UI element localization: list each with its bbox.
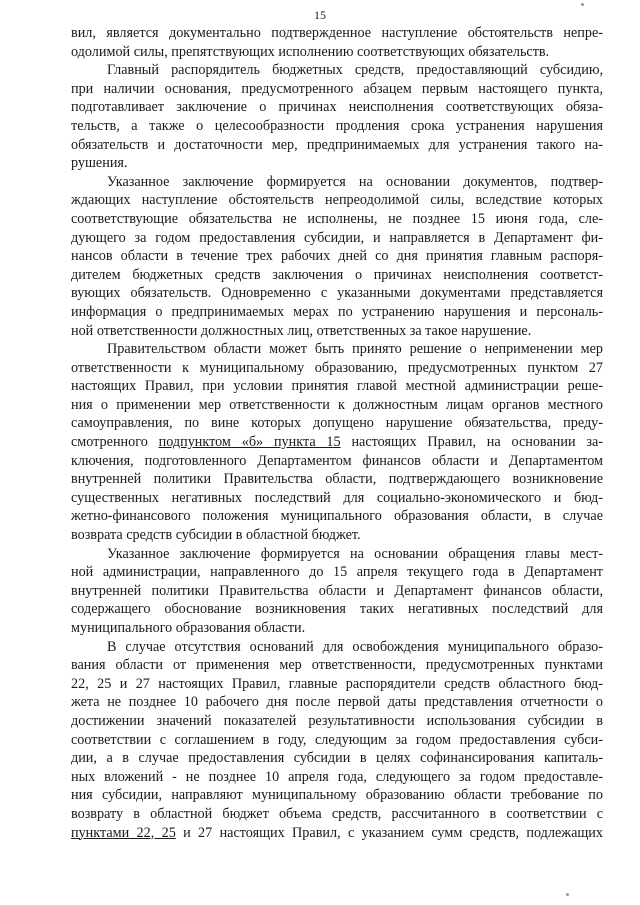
reference-link: пунктами 22, 25 xyxy=(71,824,176,841)
document-body xyxy=(71,24,603,842)
text-line: ных вложений - не позднее 10 апреля года, следующего за годом предоставле- xyxy=(71,768,603,785)
paragraph xyxy=(71,173,603,340)
text-line: внутренней политики Правительства области, подтверждающего возникновение xyxy=(71,471,603,488)
text-line: муниципального образования области. xyxy=(71,620,306,636)
text-line: жетно-финансового положения муниципального образования области, в случае xyxy=(71,508,603,525)
paragraph xyxy=(71,638,603,843)
paragraph xyxy=(71,340,603,545)
paragraph xyxy=(71,545,603,638)
text-line: Главный распорядитель бюджетных средств, предоставляющий субсидию, xyxy=(107,62,603,79)
text-line: вания области от применения мер ответственности, предусмотренных пунктами xyxy=(71,657,603,674)
text-line: возврату в областной бюджет объема средств, рассчитанного в соответствии с xyxy=(71,805,603,822)
text-line: Указанное заключение формируется на основании обращения главы мест- xyxy=(107,545,603,562)
reference-link: подпунктом «б» пункта 15 xyxy=(158,434,341,451)
text-line: В случае отсутствия оснований для освобождения муниципального образо- xyxy=(107,638,603,655)
text-line: дителем бюджетных средств заключения о причинах неисполнения соответст- xyxy=(71,266,603,283)
text-line-with-reference: пунктами 22, 25 и 27 настоящих Правил, с указанием сумм средств, подлежащих xyxy=(71,824,603,841)
text-line: вующих обязательств. Одновременно с указанными документами представляется xyxy=(71,285,603,302)
text-line: возврата средств субсидии в областной бюджет. xyxy=(71,527,361,544)
text-line: обязательств и достаточности мер, предпринимаемых для устранения такого на- xyxy=(71,136,603,153)
text-line: соответствующие обязательства не исполнены, не позднее 15 июня года, сле- xyxy=(71,210,603,227)
text-line: информация о предпринимаемых мерах по устранению нарушения и персональ- xyxy=(71,303,603,320)
text-line: 22, 25 и 27 настоящих Правил, главные распорядители средств областного бюд- xyxy=(71,675,603,692)
text-line: дии, а в случае предоставления субсидии в целях софинансирования капиталь- xyxy=(71,750,603,767)
text-line: дующего за годом предоставления субсидии, и направляется в Департамент фи- xyxy=(71,229,603,246)
text-line: подготавливает заключение о причинах неисполнения соответствующих обяза- xyxy=(71,99,603,116)
text-line: ния о применении мер ответственности к должностным лицам органов местного xyxy=(71,396,603,413)
scan-speck xyxy=(566,893,569,896)
text-line: при наличии основания, предусмотренного абзацем первым настоящего пункта, xyxy=(71,80,603,97)
text-line: ключения, подготовленного Департаментом финансов области и Департаментом xyxy=(71,452,603,469)
text-line: достижении значений показателей результативности использования субсидии в xyxy=(71,712,603,729)
text-line: нансов области в течение трех рабочих дней со дня принятия главным распоря- xyxy=(71,248,603,265)
text-line: существенных негативных последствий для социально-экономического и бюд- xyxy=(71,489,603,506)
text-line: внутренней политики Правительства области и Департамент финансов области, xyxy=(71,582,603,599)
text-line: одолимой силы, препятствующих исполнению соответствующих обязательств. xyxy=(71,43,550,60)
text-line: ния субсидии, направляют муниципальному образованию области требование по xyxy=(71,787,603,804)
text-line: ной ответственности должностных лиц, ответственных за такое нарушение. xyxy=(71,322,532,339)
page-number: 15 xyxy=(314,8,326,22)
text-line: ответственности к муниципальному образованию, предусмотренных пунктом 27 xyxy=(71,359,603,376)
paragraph xyxy=(71,24,603,61)
text-line: самоуправления, по вине которых допущено нарушение обязательства, преду- xyxy=(71,415,603,432)
paragraph xyxy=(71,61,603,173)
text-line: ждающих наступление обстоятельств непреодолимой силы, вследствие которых xyxy=(71,192,603,209)
scan-speck xyxy=(581,3,584,6)
text-line: содержащего обоснование возникновения таких негативных последствий для xyxy=(71,601,603,618)
text-line: соответствии с соглашением в году, следующим за годом предоставления субси- xyxy=(71,731,603,748)
text-line: тельств, а также о целесообразности продления срока устранения нарушения xyxy=(71,117,603,134)
text-line: Правительством области может быть принято решение о неприменении мер xyxy=(107,341,603,358)
text-line: настоящих Правил, при условии принятия главой местной администрации реше- xyxy=(71,378,603,395)
text-line: вил, является документально подтвержденное наступление обстоятельств непре- xyxy=(71,25,603,41)
text-line: рушения. xyxy=(71,155,128,172)
text-line: Указанное заключение формируется на основании документов, подтвер- xyxy=(107,173,603,190)
text-line-with-reference: смотренного подпунктом «б» пункта 15 настоящих Правил, на основании за- xyxy=(71,434,603,451)
text-line: жета не позднее 10 рабочего дня после первой даты представления отчетности о xyxy=(71,694,603,711)
text-line: ной администрации, направленного до 15 апреля текущего года в Департамент xyxy=(71,564,603,581)
